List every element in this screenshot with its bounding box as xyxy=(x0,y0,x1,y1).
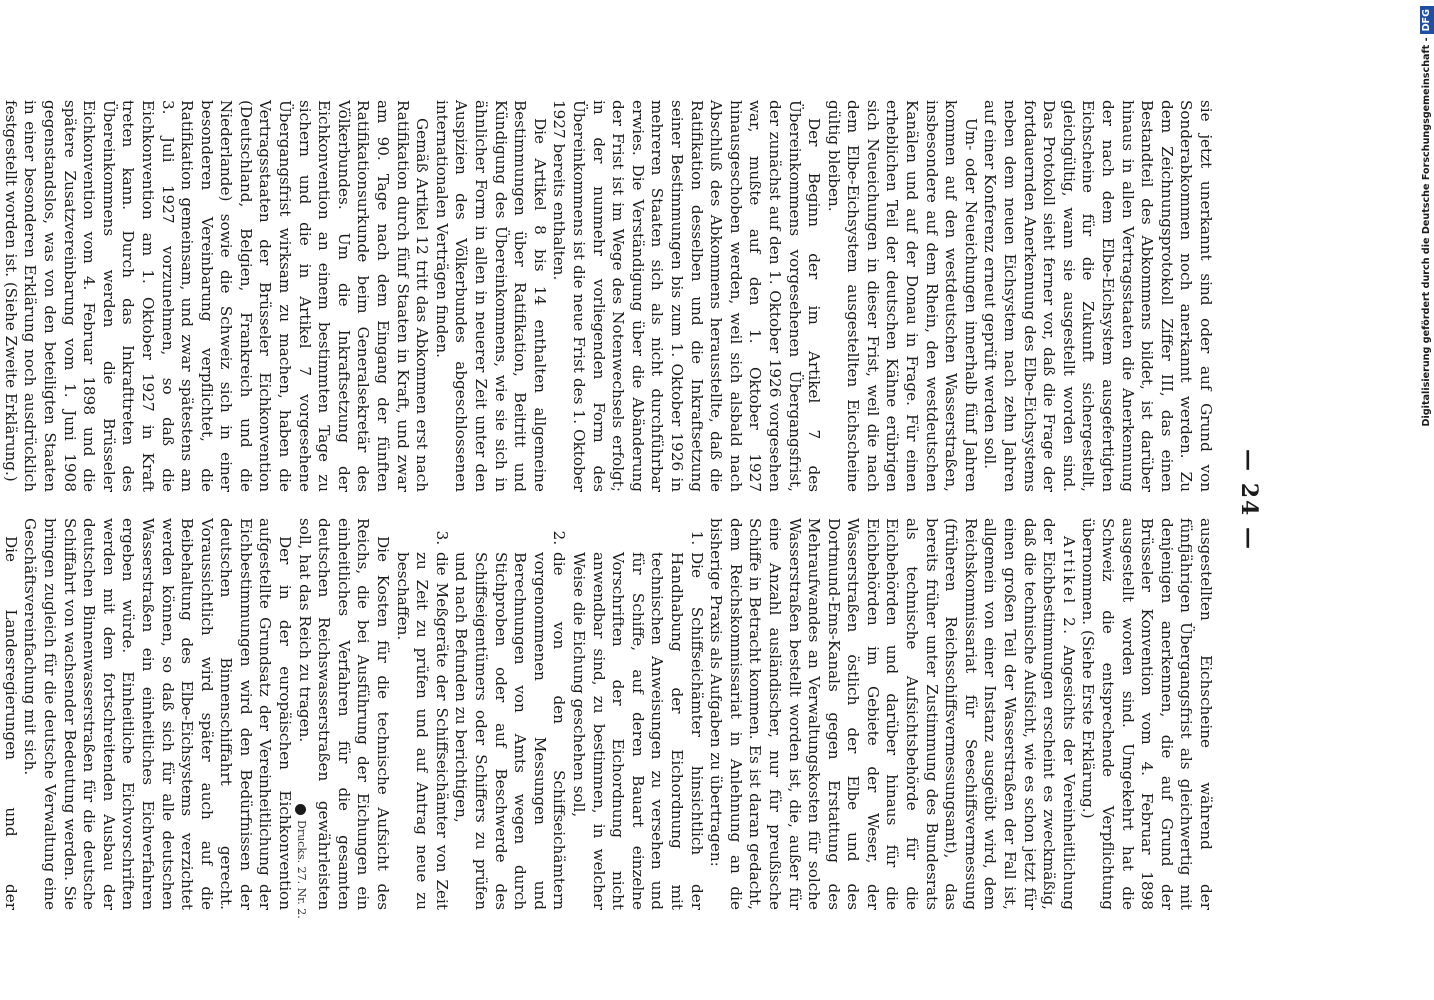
paragraph: Gemäß Artikel 12 tritt das Abkommen erst nach Ratifikation durch fünf Staaten in Kraft, und zwar am 90. Tage nach dem Eingang der fünften Ratifikationsurkunde beim Generalsekretär des Völkerbundes. Um die Inkraftsetzung der Eichkonvention an einem bestimmten Tage zu sichern und die in Artikel 7 vorgesehene Übergangsfrist wirksam zu machen, haben die Vertragsstaaten der Brüsseler Eichkonvention (Deutschland, Belgien, Frankreich und die Niederlande) sowie die Schweiz sich in einer besonderen Vereinbarung verpflichtet, die Ratifikation gemeinsam, und zwar spätestens am 3. Juli 1927 vorzunehmen, so daß die Eichkonvention am 1. Oktober 1927 in Kraft treten kann. Durch das Inkrafttreten des Übereinkommens werden die Brüsseler Eichkonvention vom 4. Februar 1898 und die spätere Zusatzvereinbarung vom 1. Juni 1908 gegenstandslos, was von den beteiligten Staaten in einer besonderen Erklärung noch ausdrücklich festgestellt worden ist. (Siehe Zweite Erklärung.) xyxy=(1,100,432,492)
rotated-document-page xyxy=(1,0,1290,1000)
article-label: Artikel 2. xyxy=(1059,536,1078,637)
print-signature: Drucks. 27. Nr. 2. xyxy=(295,804,308,919)
task-list xyxy=(392,518,706,910)
digitization-credit xyxy=(1420,6,1434,996)
article-paragraph xyxy=(706,518,1078,910)
dfg-logo: DFG xyxy=(1420,6,1434,34)
credit-text: Digitalisierung gefördert durch die Deutsche Forschungsgemeinschaft - xyxy=(1421,37,1432,427)
paragraph: Die Artikel 8 bis 14 enthalten allgemeine Bestimmungen über Ratifikation, Beitritt und Kündigung des Übereinkommens, wie sie sich in ähnlicher Form in allen in neuerer Zeit unter den Auspizien des Völkerbundes abgeschlossenen internationalen Verträgen finden. xyxy=(432,100,549,492)
list-item: 3. die Meßgeräte der Schiffseichämter von Zeit zu Zeit zu prüfen und auf Antrag neue zu beschaffen. xyxy=(392,550,451,910)
right-text-column xyxy=(0,518,1215,910)
list-item: 1. Die Schiffseichämter hinsichtlich der Handhabung der Eichordnung mit technischen Anweisungen zu versehen und für Schiffe, auf deren Bauart einzelne Vorschriften der Eichordnung nicht anwendbar sind, zu bestimmen, in welcher Weise die Eichung geschehen soll, xyxy=(568,550,705,910)
article-text: Angesichts der Vereinheitlichung der Eichbestimmungen erscheint es zweckmäßig, daß die technische Aufsicht, wie es schon jetzt für einen großen Teil der Wasserstraßen der Fall ist, allgemein von einer Instanz ausgeübt wird, dem Reichskommissariat für Seeschiffsvermessung (früheren Reichsschiffsvermessungsamt), das bereits früher unter Zustimmung des Bundesrats als technische Aufsichtsbehörde für die Eichbehörden und darüber hinaus für die Eichbehörden im Gebiete der Weser, der Wasserstraßen östlich der Elbe und des Dortmund-Ems-Kanals gegen Erstattung des Mehraufwandes an Verwaltungskosten für solche Wasserstraßen bestellt worden ist, die, außer für eine Anzahl ausländischer, nur für preußische Schiffe in Betracht kommen. Es ist daran gedacht, dem Reichskommissariat in Anlehnung an die bisherige Praxis als Aufgaben zu übertragen: xyxy=(707,518,1078,911)
paragraph: Die Kosten für die technische Aufsicht des Reichs, die bei Ausführung der Eichungen ein einheitliches Verfahren für die gesamten deutschen Reichswasserstraßen gewährleisten soll, hat das Reich zu tragen. xyxy=(295,518,393,910)
paragraph: sie jetzt unerkannt sind oder auf Grund von Sonderabkommen noch anerkannt werden. Zu dem Zeichnungsprotokoll Ziffer III, das einen Bestandteil des Abkommens bildet, ist darüber hinaus in allen Vertragsstaaten die Anerkennung der nach dem Elbe-Eichsystem ausgefertigten Eichscheine für die Zukunft sichergestellt, gleichgültig, wann sie ausgestellt worden sind. Das Protokoll sieht ferner vor, daß die Frage der fortdauernden Anerkennung des Elbe-Eichsystems neben dem neuen Eichsystem nach zehn Jahren auf einer Konferenz erneut geprüft werden soll. xyxy=(981,100,1215,492)
paragraph: ausgestellten Eichscheine während der fünfjährigen Übergangsfrist als gleichwertig mit denjenigen anerkennen, die auf Grund der Brüsseler Konvention vom 4. Februar 1898 ausgestellt worden sind. Umgekehrt hat die Schweiz die entsprechende Verpflichtung übernommen. (Siehe Erste Erklärung.) xyxy=(1079,518,1215,910)
paragraph: Um- oder Neueichungen innerhalb fünf Jahren kommen auf den westdeutschen Wasserstraßen, insbesondere auf dem Rhein, den westdeutschen Kanälen und auf der Donau in Frage. Für einen erheblichen Teil der deutschen Kähne erübrigen sich Neueichungen in dieser Frist, weil die nach dem Elbe-Eichsystem ausgestellten Eichscheine gültig bleiben. xyxy=(824,100,980,492)
paragraph: Der Beginn der im Artikel 7 des Übereinkommens vorgesehenen Übergangsfrist, der zunächst auf den 1. Oktober 1926 vorgesehen war, mußte auf den 1. Oktober 1927 hinausgeschoben werden, weil sich alsbald nach Abschluß des Abkommens herausstellte, daß die Ratifikation desselben und die Inkraftsetzung seiner Bestimmungen bis zum 1. Oktober 1926 in mehreren Staaten sich als nicht durchführbar erwies. Die Verständigung über die Abänderung der Frist ist im Wege des Notenwechsels erfolgt; in der nunmehr vorliegenden Form des Übereinkommens ist die neue Frist des 1. Oktober 1927 bereits enthalten. xyxy=(550,100,824,492)
list-item: 2. die von den Schiffseichämtern vorgenommenen Messungen und Berechnungen von Amts wegen durch Stichproben oder auf Beschwerde des Schiffseigentümers oder Schiffers zu prüfen und nach Befunden zu berichtigen, xyxy=(451,550,569,910)
bullet-icon xyxy=(296,804,307,815)
paragraph: Die Landesregierungen und der xyxy=(1,536,20,910)
page-number: — 24 — xyxy=(1236,449,1262,551)
left-text-column xyxy=(0,100,1215,492)
paragraph: Der in der europäischen Eichkonvention aufgestellte Grundsatz der Vereinheitlichung der Eichbestimmungen wird den Bedürfnissen der deutschen Binnenschiffahrt gerecht. Voraussichtlich wird später auch auf die Beibehaltung des Elbe-Eichsystems verzichtet werden können, so daß sich für alle deutschen Wasserstraßen ein einheitliches Eichverfahren ergeben würde. Einheitliche Eichvorschriften werden mit dem fortschreitenden Ausbau der deutschen Binnenwasserstraßen für die deutsche Schiffahrt von wachsender Bedeutung werden. Sie bringen zugleich für die deutsche Verwaltung eine Geschäftsvereinfachung mit sich. xyxy=(21,518,295,910)
